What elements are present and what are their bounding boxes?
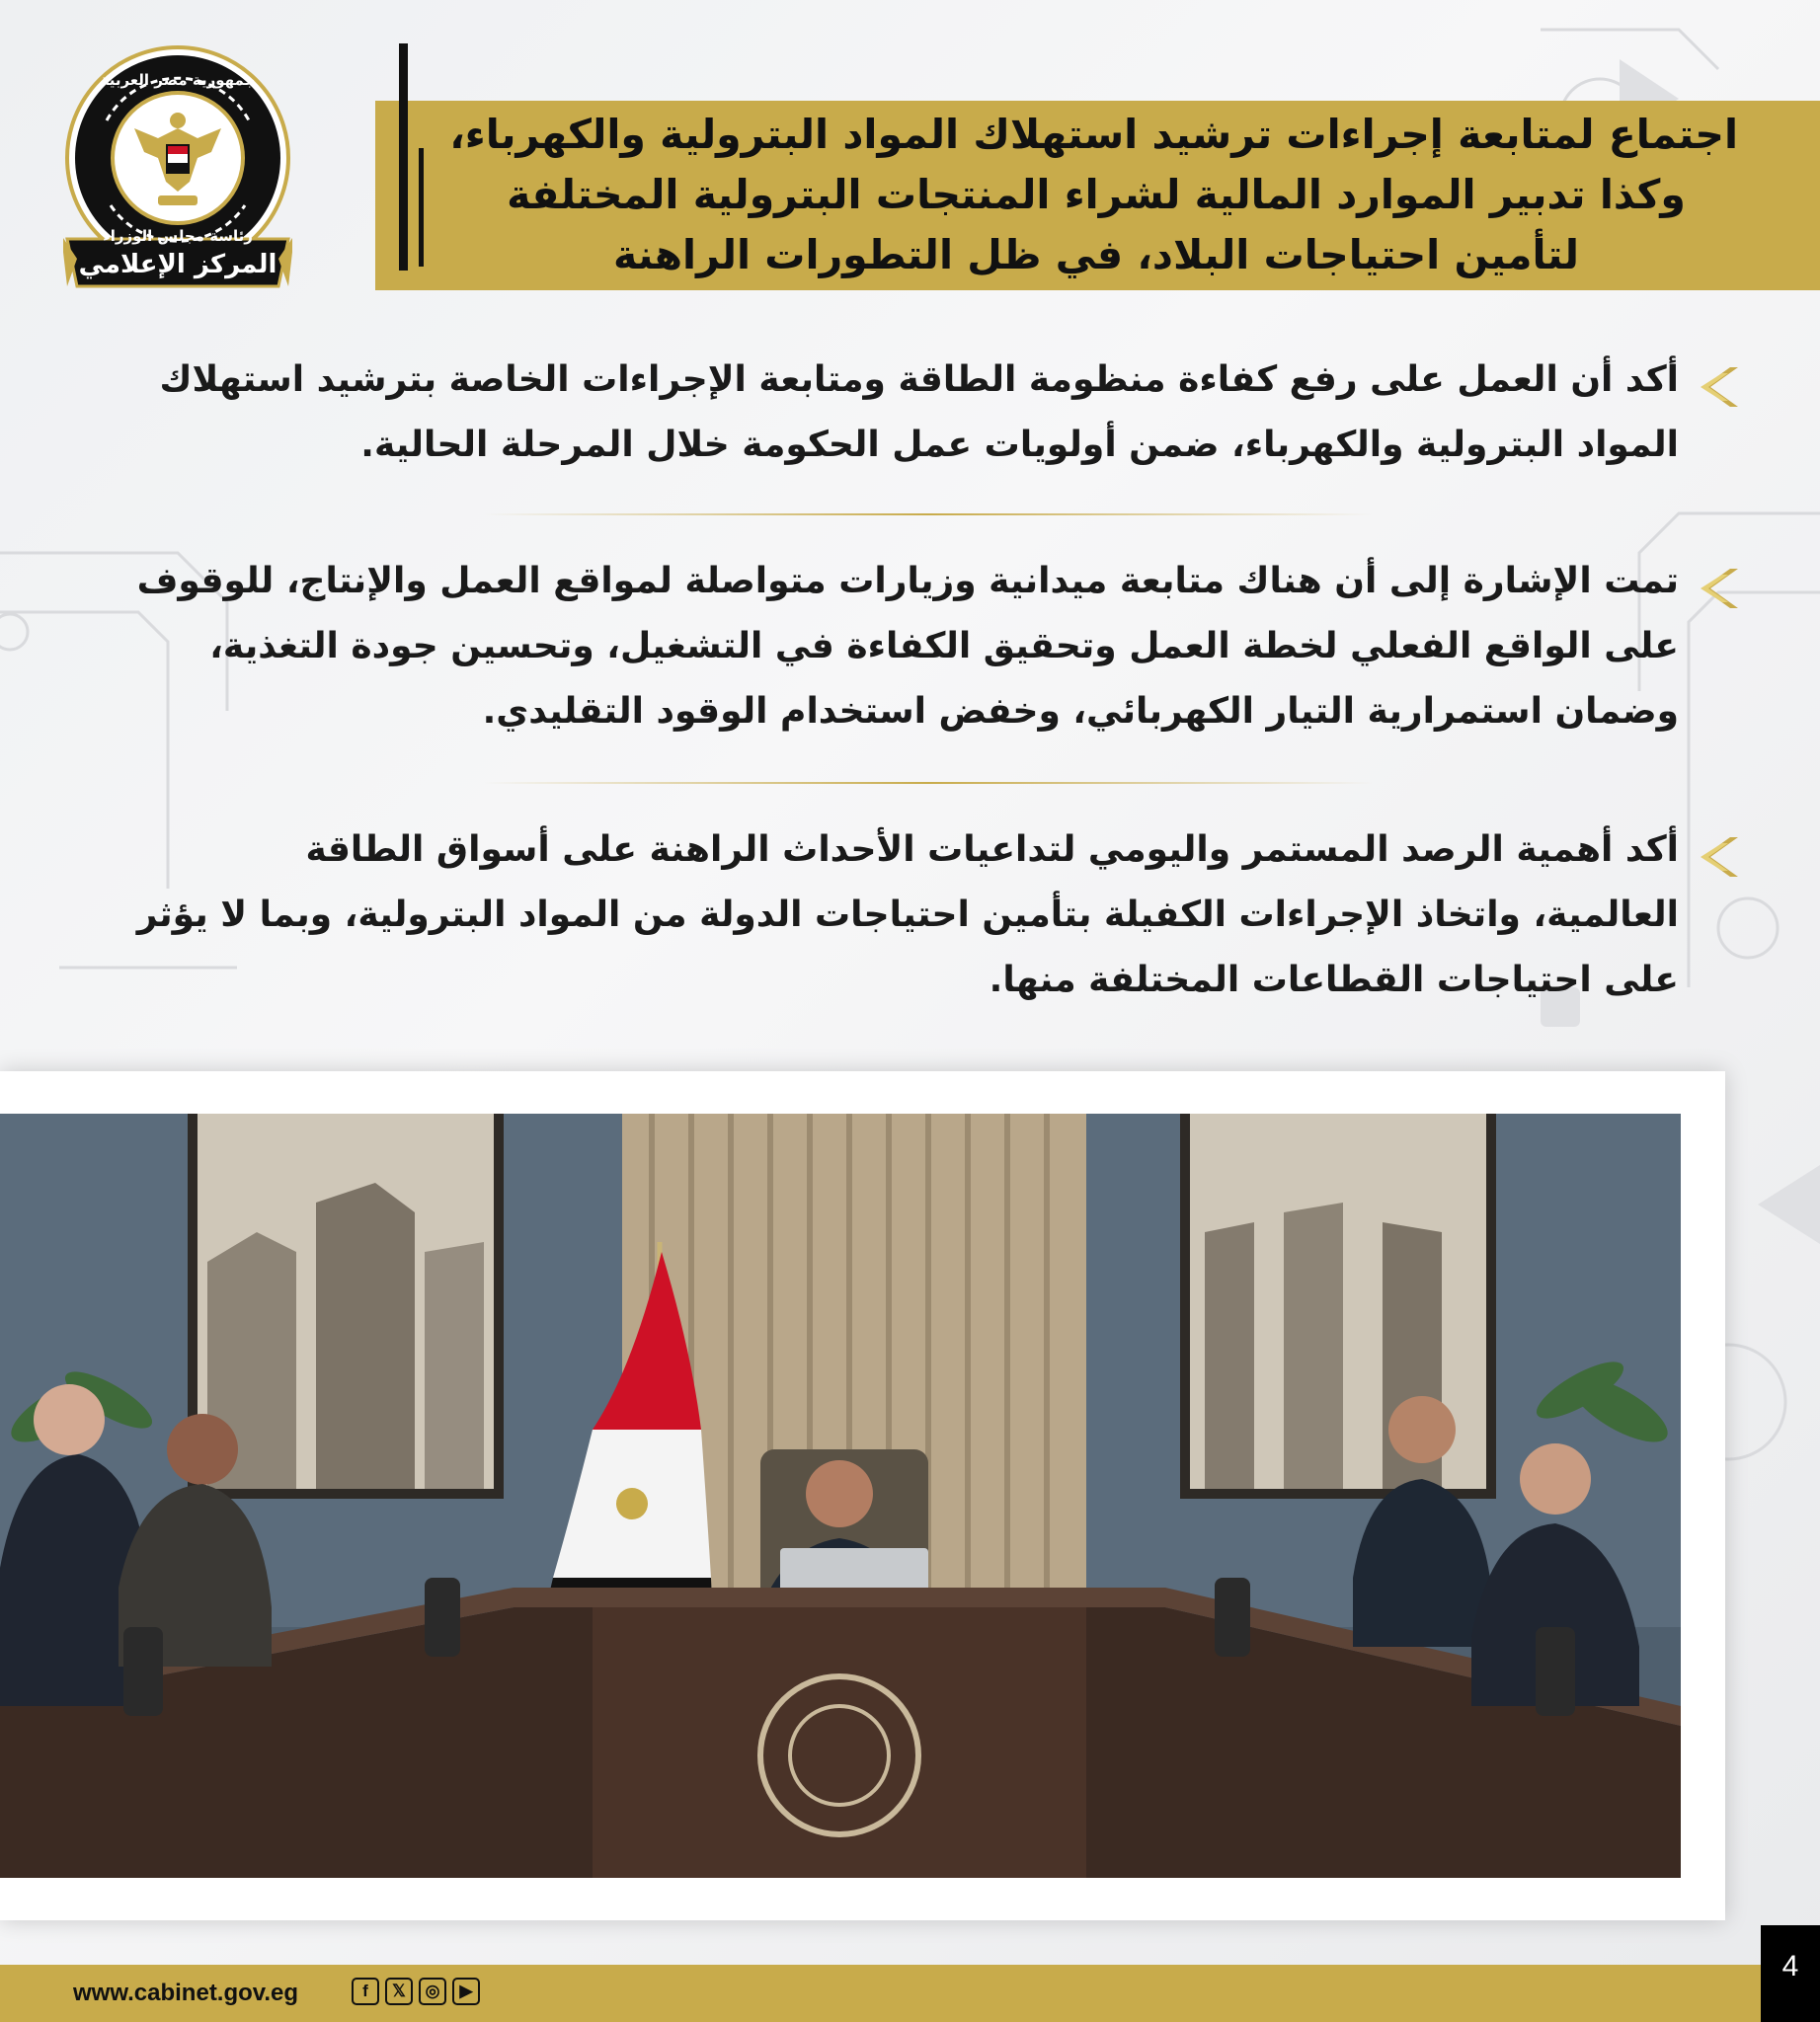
bullet-item [69,817,1738,1021]
title-line: اجتماع لمتابعة إجراءات ترشيد استهلاك المواد البترولية والكهرباء، [449,111,1738,158]
title-accent-bar [399,43,408,271]
meeting-photo [0,1114,1681,1878]
bullet-text: أكد أن العمل على رفع كفاءة منظومة الطاقة ومتابعة الإجراءات الخاصة بترشيد استهلاك المواد البترولية والكهرباء، ضمن أولويات عمل الحكومة خلال المرحلة الحالية. [159,359,1679,465]
website-link[interactable]: www.cabinet.gov.eg [73,1980,299,2006]
youtube-icon[interactable]: ▶ [452,1978,480,2005]
bullet-text: تمت الإشارة إلى أن هناك متابعة ميدانية وزيارات متواصلة لمواقع العمل والإنتاج، للوقوف على الواقع الفعلي لخطة العمل وتحقيق الكفاءة في التشغيل، وتحسين جودة التغذية، وضمان استمرارية التيار الكهربائي، وخفض استخدام الوقود التقليدي. [136,561,1679,732]
chevron-left-icon [1697,833,1738,881]
instagram-icon[interactable]: ◎ [419,1978,446,2005]
divider [484,513,1373,515]
page-title [449,105,1738,288]
bullet-text: أكد أهمية الرصد المستمر واليومي لتداعيات الأحداث الراهنة على أسواق الطاقة العالمية، واتخاذ الإجراءات الكفيلة بتأمين احتياجات الدولة من المواد البترولية، وبما لا يؤثر على احتياجات القطاعات المختلفة منها. [136,829,1679,1000]
title-line: وكذا تدبير الموارد المالية لشراء المنتجات البترولية المختلفة [507,171,1686,218]
logo-banner-text: المركز الإعلامي [78,250,277,279]
x-icon[interactable]: 𝕏 [385,1978,413,2005]
chevron-left-icon [1697,363,1738,411]
bullet-item [69,348,1738,486]
logo-arc-bottom-text: رئاسة مجلس الوزراء [103,227,253,245]
title-line: لتأمين احتياجات البلاد، في ظل التطورات الراهنة [613,231,1579,278]
facebook-icon[interactable]: f [352,1978,379,2005]
page-number: 4 [1781,1950,1799,1983]
logo-arc-top-text: جمهورية مصر العربية [100,71,256,89]
title-accent-bar-secondary [419,148,424,267]
cabinet-media-center-logo [63,43,292,290]
chevron-left-icon [1697,565,1738,612]
divider [484,782,1373,784]
bullet-item [69,549,1738,752]
